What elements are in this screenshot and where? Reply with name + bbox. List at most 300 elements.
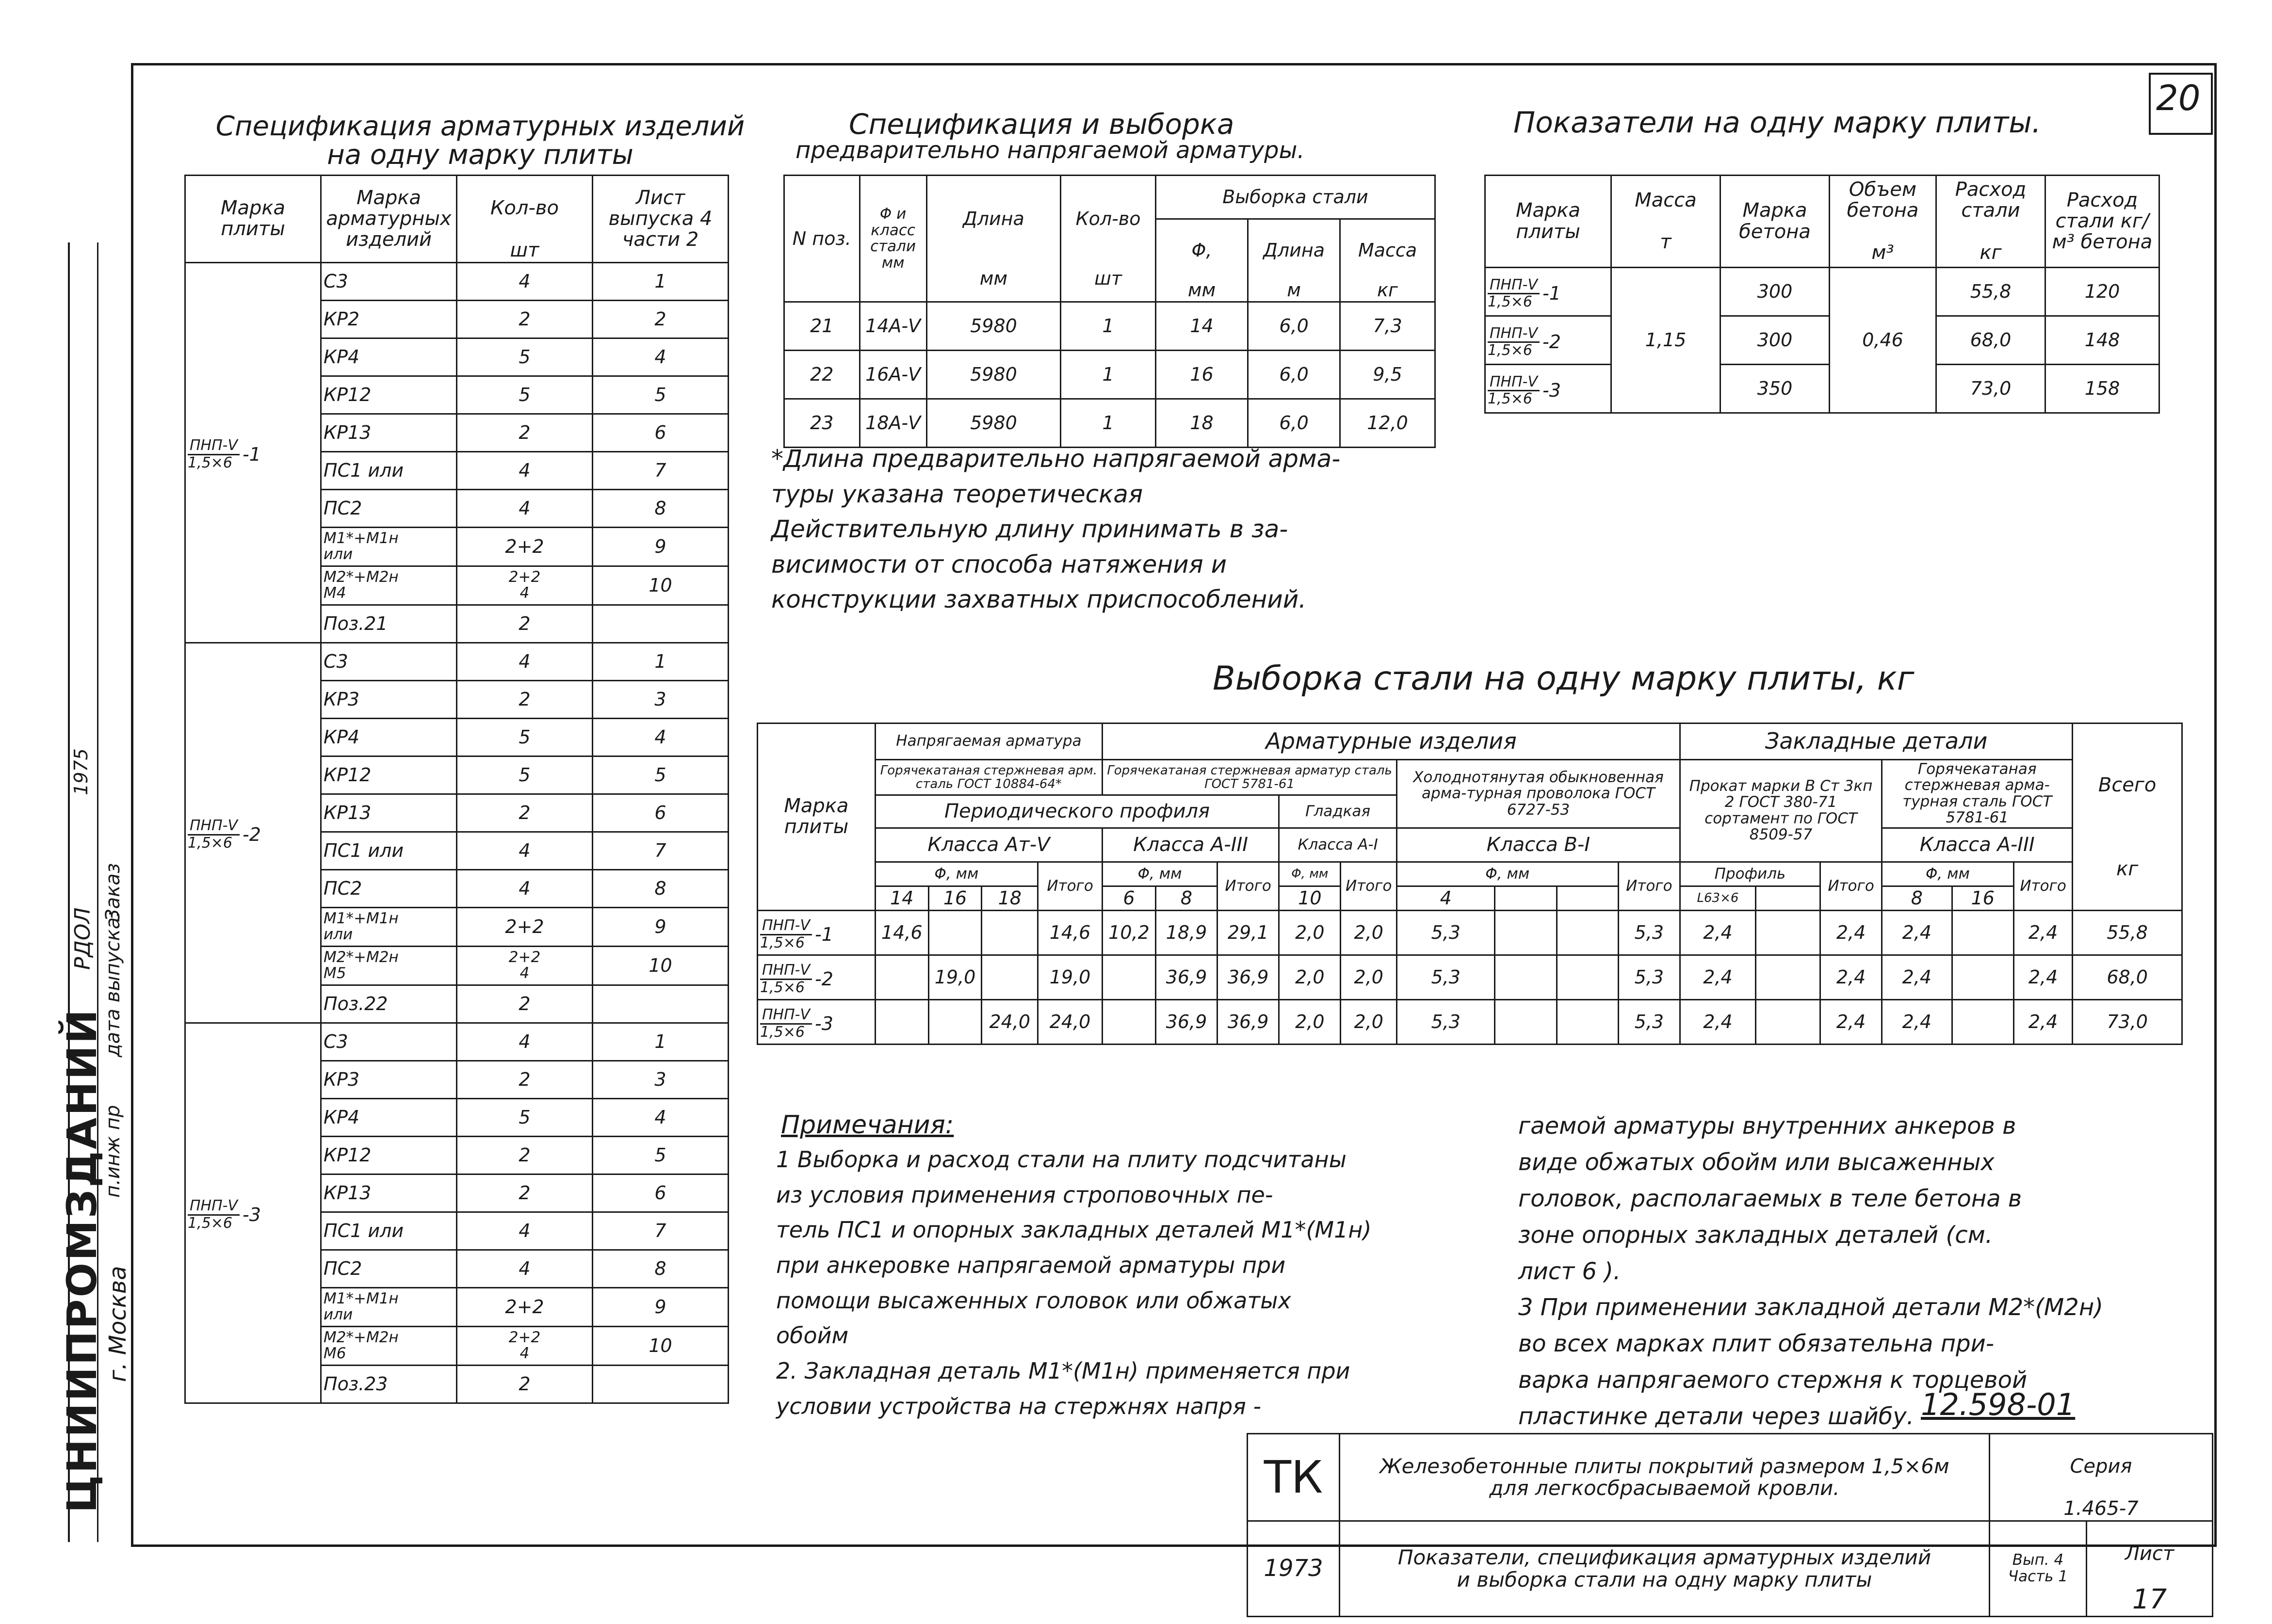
spec-pre-cell: 12,0 xyxy=(1340,399,1435,448)
plate-mark-suffix: -3 xyxy=(815,1013,833,1034)
ss-d-blank-2 xyxy=(1557,886,1618,910)
indicators-title: Показатели на одну марку плиты. xyxy=(1513,106,2041,140)
strip-year: 1975 xyxy=(70,748,92,795)
pre-col-len-unit: м xyxy=(1287,279,1301,301)
col-sheet: Лист выпуска 4 части 2 xyxy=(593,176,729,263)
spec-left-product: ПС2 xyxy=(321,1250,457,1287)
ss-cell: 24,0 xyxy=(982,999,1038,1044)
spec-left-count: 2 xyxy=(457,414,593,451)
ss-cell xyxy=(1103,999,1156,1044)
spec-pre-cell: 1 xyxy=(1061,302,1156,351)
ss-d-blank-1 xyxy=(1495,886,1557,910)
pre-col-mass xyxy=(1340,219,1435,302)
pre-col-class: Φ и класс стали мм xyxy=(860,176,926,302)
spec-left-sheet: 8 xyxy=(593,869,729,907)
plate-mark-fraction xyxy=(1488,326,1540,359)
ss-h-dia-b1: Φ, мм xyxy=(1397,862,1619,886)
ss-h-sub-a1: Итого xyxy=(1341,862,1397,910)
spec-left-sheet: 9 xyxy=(593,527,729,566)
ss-cell: 5,3 xyxy=(1618,955,1680,999)
series-label: Серия xyxy=(2070,1455,2132,1478)
ss-cell: 5,3 xyxy=(1397,910,1495,955)
spec-left-sheet: 4 xyxy=(593,1098,729,1136)
spec-left-sheet: 1 xyxy=(593,262,729,300)
ss-cell xyxy=(982,955,1038,999)
spec-left-count: 5 xyxy=(457,376,593,414)
spec-left-product: ПС2 xyxy=(321,489,457,527)
ss-h-sub-av: Итого xyxy=(1038,862,1103,910)
ss-cell: 2,4 xyxy=(1882,999,1952,1044)
pre-col-count-label: Кол-во xyxy=(1075,208,1141,229)
ind-per-m3: 148 xyxy=(2045,316,2159,365)
spec-left-product: КР13 xyxy=(321,1174,457,1212)
spec-left-product: ПС1 или xyxy=(321,1212,457,1250)
ss-h-dia-a1: Φ, мм xyxy=(1279,862,1341,886)
spec-left-sheet xyxy=(593,1365,729,1403)
spec-left-sheet: 1 xyxy=(593,1023,729,1061)
pre-col-len xyxy=(1248,219,1340,302)
ss-cell: 18,9 xyxy=(1155,910,1217,955)
ind-mark xyxy=(1485,316,1611,365)
ss-cell: 2,4 xyxy=(2013,910,2072,955)
plate-mark xyxy=(188,438,261,471)
spec-pre-cell: 23 xyxy=(784,399,860,448)
spec-left-sheet: 5 xyxy=(593,376,729,414)
plate-mark-num: ПНП-V xyxy=(760,963,812,980)
ss-cell xyxy=(1557,955,1618,999)
spec-left-product: КР3 xyxy=(321,1061,457,1098)
ind-col-label: Объем бетона xyxy=(1847,178,1919,222)
ss-cell: 19,0 xyxy=(1038,955,1103,999)
ss-cell xyxy=(1495,910,1557,955)
spec-pre-cell: 5980 xyxy=(926,302,1060,351)
ind-col-4 xyxy=(1936,176,2045,268)
spec-left-product: М1*+М1н или xyxy=(321,1287,457,1326)
spec-left-sheet: 7 xyxy=(593,832,729,869)
ss-h-prestressed-sub: Горячекатаная стержневая арм. сталь ГОСТ 10884-64* xyxy=(875,760,1102,795)
plate-mark-fraction xyxy=(1488,277,1540,310)
notes-right: гаемой арматуры внутренних анкеров в виде обжатых обойм или высаженных головок, располагаемых в теле бетона в зоне опорных закладных деталей (см. лист 6 ). 3 При применении закладной детали М2*(М2н) во всех марках плит обязательна при- варка напрягаемого стержня к торцевой пластинке детали через шайбу. xyxy=(1518,1112,2103,1430)
ss-cell: 2,4 xyxy=(1820,910,1882,955)
spec-left-count: 2 xyxy=(457,985,593,1023)
spec-left-count: 4 xyxy=(457,1023,593,1061)
title-block xyxy=(1247,1433,2213,1617)
spec-left-count: 4 xyxy=(457,451,593,489)
ss-cell: 73,0 xyxy=(2073,999,2182,1044)
ss-h-periodic: Периодического профиля xyxy=(875,795,1279,828)
ss-cell: 29,1 xyxy=(1217,910,1279,955)
strip-label-engineer: п.инж пр xyxy=(102,1105,124,1198)
spec-pre-title-1: Спецификация и выборка xyxy=(849,108,1234,141)
ss-cell: 2,0 xyxy=(1279,910,1341,955)
ind-col-label: Марка бетона xyxy=(1739,199,1811,243)
spec-left-product: Поз.21 xyxy=(321,605,457,643)
spec-pre-cell: 5980 xyxy=(926,351,1060,399)
spec-left-product: М1*+М1н или xyxy=(321,907,457,946)
pre-col-mass-label: Масса xyxy=(1358,240,1417,261)
ss-cell xyxy=(1557,999,1618,1044)
spec-left-product: М2*+М2н М6 xyxy=(321,1326,457,1365)
ind-col-unit: т xyxy=(1660,231,1672,254)
ss-cell: 2,4 xyxy=(1680,910,1755,955)
ind-concrete: 300 xyxy=(1720,316,1830,365)
plate-mark-den: 1,5×6 xyxy=(1488,293,1532,310)
spec-left-product: Поз.22 xyxy=(321,985,457,1023)
spec-left-count: 5 xyxy=(457,718,593,756)
plate-mark-den: 1,5×6 xyxy=(760,934,805,951)
spec-left-sheet: 7 xyxy=(593,451,729,489)
spec-pre-cell: 14 xyxy=(1155,302,1248,351)
spec-left-count: 2+2 4 xyxy=(457,946,593,985)
pre-col-dia-unit: мм xyxy=(1187,279,1216,301)
ss-h-cold-drawn: Холоднотянутая обыкновенная арма-турная проволока ГОСТ 6727-53 xyxy=(1397,760,1680,828)
pre-col-dia xyxy=(1155,219,1248,302)
spec-left-sheet: 8 xyxy=(593,489,729,527)
sheet-cell xyxy=(2087,1521,2213,1616)
ss-cell: 2,0 xyxy=(1341,955,1397,999)
ind-col-unit: кг xyxy=(1980,241,2002,264)
ss-cell: 2,0 xyxy=(1279,999,1341,1044)
plate-mark-den: 1,5×6 xyxy=(1488,342,1532,359)
spec-left-mark xyxy=(185,262,321,643)
spec-left-product: С3 xyxy=(321,1023,457,1061)
ss-h-embedded: Закладные детали xyxy=(1680,724,2072,760)
ss-cell: 5,3 xyxy=(1397,955,1495,999)
col-product: Марка арматурных изделий xyxy=(321,176,457,263)
spec-pre-footnote: *Длина предварительно напрягаемой арма- туры указана теоретическая Действительную длину принимать в за- висимости от способа натяжения и конструкции захватных приспособлений. xyxy=(771,445,1341,613)
spec-left-sheet: 7 xyxy=(593,1212,729,1250)
title-line-2: Показатели, спецификация арматурных изделий и выборка стали на одну марку плиты xyxy=(1340,1521,1990,1616)
spec-left-product: ПС1 или xyxy=(321,832,457,869)
spec-left-count: 4 xyxy=(457,489,593,527)
spec-left-count: 4 xyxy=(457,1250,593,1287)
plate-mark-suffix: -2 xyxy=(243,823,261,845)
spec-left-sheet xyxy=(593,605,729,643)
spec-left-count: 2+2 xyxy=(457,527,593,566)
plate-mark-num: ПНП-V xyxy=(1488,374,1540,391)
ss-row xyxy=(758,999,2182,1044)
spec-left-count: 4 xyxy=(457,832,593,869)
spec-left-count: 5 xyxy=(457,1098,593,1136)
ss-cell: 36,9 xyxy=(1217,999,1279,1044)
spec-pre-cell: 16А-V xyxy=(860,351,926,399)
ss-d-6: 6 xyxy=(1103,886,1156,910)
spec-left-product: М2*+М2н М5 xyxy=(321,946,457,985)
ind-col-5 xyxy=(2045,176,2159,268)
spec-left-count: 2 xyxy=(457,1174,593,1212)
ss-mark xyxy=(758,955,876,999)
spec-left-title: Спецификация арматурных изделий на одну марку плиты xyxy=(215,111,745,171)
pre-col-count-unit: шт xyxy=(1094,267,1122,289)
spec-left-count: 2 xyxy=(457,605,593,643)
spec-left-product: КР2 xyxy=(321,300,457,338)
plate-mark xyxy=(760,1007,833,1040)
spec-pre-table xyxy=(783,175,1436,448)
ind-concrete: 350 xyxy=(1720,365,1830,413)
ss-cell xyxy=(875,955,928,999)
spec-left-count: 2+2 xyxy=(457,1287,593,1326)
spec-pre-cell: 6,0 xyxy=(1248,351,1340,399)
spec-left-sheet: 6 xyxy=(593,414,729,451)
spec-left-product: С3 xyxy=(321,262,457,300)
ss-cell: 24,0 xyxy=(1038,999,1103,1044)
ss-cell: 5,3 xyxy=(1397,999,1495,1044)
ss-cell: 2,4 xyxy=(2013,999,2072,1044)
col-mark: Марка плиты xyxy=(185,176,321,263)
plate-mark xyxy=(188,1198,261,1231)
spec-left-product: КР4 xyxy=(321,1098,457,1136)
spec-left-product: Поз.23 xyxy=(321,1365,457,1403)
ss-col-total-label: Всего xyxy=(2098,774,2157,797)
ind-row xyxy=(1485,316,2159,365)
spec-left-sheet: 9 xyxy=(593,907,729,946)
ss-d-blank-3 xyxy=(1756,886,1820,910)
ind-row xyxy=(1485,365,2159,413)
spec-pre-cell: 9,5 xyxy=(1340,351,1435,399)
spec-left-sheet: 3 xyxy=(593,680,729,718)
spec-pre-cell: 18А-V xyxy=(860,399,926,448)
pre-col-length-label: Длина xyxy=(963,208,1024,229)
sheet-value: 17 xyxy=(2132,1584,2167,1616)
ss-cell: 36,9 xyxy=(1217,955,1279,999)
plate-mark-num: ПНП-V xyxy=(760,918,812,935)
ind-concrete: 300 xyxy=(1720,268,1830,316)
plate-mark-num: ПНП-V xyxy=(1488,326,1540,343)
ss-cell xyxy=(1103,955,1156,999)
ind-volume: 0,46 xyxy=(1830,268,1936,413)
ss-cell xyxy=(928,910,982,955)
org-name: ЦНИИПРОМЗДАНИЙ xyxy=(58,1007,106,1513)
ss-cell: 2,4 xyxy=(1882,955,1952,999)
ss-cell: 5,3 xyxy=(1618,910,1680,955)
strip-label-order: Заказ xyxy=(102,863,124,921)
ss-row xyxy=(758,955,2182,999)
plate-mark-den: 1,5×6 xyxy=(188,454,232,471)
spec-left-product: КР13 xyxy=(321,414,457,451)
spec-pre-cell: 14А-V xyxy=(860,302,926,351)
ind-per-m3: 158 xyxy=(2045,365,2159,413)
pre-col-dia-label: Φ, xyxy=(1191,240,1212,261)
plate-mark-den: 1,5×6 xyxy=(188,1214,232,1232)
ss-d-8e: 8 xyxy=(1882,886,1952,910)
spec-pre-cell: 5980 xyxy=(926,399,1060,448)
plate-mark-fraction xyxy=(760,1007,812,1040)
plate-mark xyxy=(760,963,833,996)
ss-cell: 2,4 xyxy=(2013,955,2072,999)
spec-left-sheet: 4 xyxy=(593,338,729,376)
spec-left-product: М2*+М2н М4 xyxy=(321,566,457,605)
plate-mark-suffix: -2 xyxy=(815,968,833,990)
sheet-number: 20 xyxy=(2156,78,2201,118)
pre-col-length-unit: мм xyxy=(979,267,1008,289)
ss-cell xyxy=(1756,999,1820,1044)
ss-cell xyxy=(1756,910,1820,955)
sheet-label: Лист xyxy=(2125,1542,2175,1565)
spec-left-product: ПС2 xyxy=(321,869,457,907)
spec-left-count: 4 xyxy=(457,643,593,680)
ind-col-1 xyxy=(1611,176,1720,268)
spec-left-count: 2 xyxy=(457,1136,593,1174)
ss-cell: 2,0 xyxy=(1341,910,1397,955)
plate-mark-den: 1,5×6 xyxy=(1488,390,1532,407)
ss-h-smooth: Гладкая xyxy=(1279,795,1397,828)
ss-cell xyxy=(1495,999,1557,1044)
ind-col-label: Марка плиты xyxy=(1515,199,1581,243)
spec-left-table xyxy=(184,175,729,1404)
steel-select-title: Выборка стали на одну марку плиты, кг xyxy=(1213,659,1915,698)
spec-left-product: М1*+М1н или xyxy=(321,527,457,566)
spec-pre-row xyxy=(784,351,1435,399)
plate-mark xyxy=(1488,374,1561,407)
ss-cell xyxy=(875,999,928,1044)
spec-left-sheet: 10 xyxy=(593,566,729,605)
ind-col-label: Масса xyxy=(1635,189,1697,211)
title-line-1: Железобетонные плиты покрытий размером 1,5×6м для легкосбрасываемой кровли. xyxy=(1340,1434,1990,1521)
ind-col-3 xyxy=(1830,176,1936,268)
ss-d-18: 18 xyxy=(982,886,1038,910)
doc-code: 12.598-01 xyxy=(1921,1387,2076,1422)
spec-left-sheet: 2 xyxy=(593,300,729,338)
plate-mark-fraction xyxy=(188,438,240,471)
ss-cell xyxy=(982,910,1038,955)
spec-pre-cell: 16 xyxy=(1155,351,1248,399)
ss-cell: 2,4 xyxy=(1680,955,1755,999)
spec-pre-cell: 21 xyxy=(784,302,860,351)
ind-steel: 68,0 xyxy=(1936,316,2045,365)
ss-cell xyxy=(1557,910,1618,955)
ss-h-sub-emb: Итого xyxy=(2013,862,2072,910)
spec-left-product: С3 xyxy=(321,643,457,680)
ss-cell: 36,9 xyxy=(1155,955,1217,999)
ss-mark xyxy=(758,910,876,955)
ss-cell: 2,4 xyxy=(1680,999,1755,1044)
spec-left-sheet: 10 xyxy=(593,946,729,985)
ss-h-dia-a3: Φ, мм xyxy=(1103,862,1217,886)
issue-cell: Вып. 4 Часть 1 xyxy=(1990,1521,2087,1616)
spec-left-product: КР12 xyxy=(321,756,457,794)
ss-h-hot-rolled-emb: Горячекатаная стержневая арма-турная сталь ГОСТ 5781-61 xyxy=(1882,760,2073,828)
ss-cell xyxy=(1952,955,2013,999)
plate-mark-den: 1,5×6 xyxy=(760,979,805,996)
plate-mark-num: ПНП-V xyxy=(1488,277,1540,294)
col-count-unit: шт xyxy=(510,239,539,261)
ss-d-16e: 16 xyxy=(1952,886,2013,910)
ss-cell xyxy=(1952,910,2013,955)
ss-cell: 68,0 xyxy=(2073,955,2182,999)
ss-col-mark: Марка плиты xyxy=(758,724,876,911)
ss-cell: 2,0 xyxy=(1279,955,1341,999)
ss-col-total xyxy=(2073,724,2182,911)
indicators-table xyxy=(1484,175,2160,414)
ss-h-sub-a3: Итого xyxy=(1217,862,1279,910)
spec-left-product: ПС1 или xyxy=(321,451,457,489)
ss-h-sub-b1: Итого xyxy=(1618,862,1680,910)
plate-mark-num: ПНП-V xyxy=(188,438,240,455)
spec-left-row xyxy=(185,643,729,680)
ss-profile-size: L63×6 xyxy=(1680,886,1755,910)
spec-left-product: КР4 xyxy=(321,338,457,376)
ss-d-14: 14 xyxy=(875,886,928,910)
ss-h-dia-av: Φ, мм xyxy=(875,862,1038,886)
spec-left-sheet: 1 xyxy=(593,643,729,680)
plate-mark-fraction xyxy=(188,1198,240,1231)
notes-left: 1 Выборка и расход стали на плиту подсчитаны из условия применения строповочных пе- тель ПС1 и опорных закладных деталей М1*(М1н) при анкеровке напрягаемой арматуры при помощи высаженных головок или обжатых обойм 2. Закладная деталь М1*(М1н) применяется при условии устройства на стержнях напря - xyxy=(776,1146,1372,1419)
spec-left-count: 2 xyxy=(457,794,593,832)
spec-pre-cell: 22 xyxy=(784,351,860,399)
ss-cell: 14,6 xyxy=(875,910,928,955)
ss-d-4: 4 xyxy=(1397,886,1495,910)
series-value: 1.465-7 xyxy=(2063,1497,2139,1520)
ss-cell: 10,2 xyxy=(1103,910,1156,955)
tk-mark: ТК xyxy=(1248,1434,1340,1521)
ss-h-prestressed: Напрягаемая арматура xyxy=(875,724,1102,760)
spec-left-count: 2+2 4 xyxy=(457,566,593,605)
pre-col-pos: N поз. xyxy=(784,176,860,302)
spec-left-count: 2 xyxy=(457,1365,593,1403)
ss-mark xyxy=(758,999,876,1044)
ind-row xyxy=(1485,268,2159,316)
ss-h-rolled: Прокат марки В Ст 3кп 2 ГОСТ 380-71 сортамент по ГОСТ 8509-57 xyxy=(1680,760,1882,862)
plate-mark-den: 1,5×6 xyxy=(188,834,232,852)
spec-left-sheet: 4 xyxy=(593,718,729,756)
spec-left-sheet: 9 xyxy=(593,1287,729,1326)
plate-mark-fraction xyxy=(188,818,240,851)
strip-signature: РДОЛ xyxy=(70,907,95,970)
col-count-label: Кол-во xyxy=(490,197,559,220)
ss-cell: 2,4 xyxy=(1820,999,1882,1044)
spec-left-sheet: 5 xyxy=(593,1136,729,1174)
ind-col-2 xyxy=(1720,176,1830,268)
spec-left-product: КР4 xyxy=(321,718,457,756)
ind-col-0 xyxy=(1485,176,1611,268)
spec-pre-row xyxy=(784,399,1435,448)
col-count xyxy=(457,176,593,263)
steel-select-table xyxy=(757,723,2183,1045)
ind-col-unit: м³ xyxy=(1871,241,1894,264)
spec-pre-cell: 18 xyxy=(1155,399,1248,448)
ss-cell: 55,8 xyxy=(2073,910,2182,955)
spec-left-sheet: 5 xyxy=(593,756,729,794)
ss-h-class-a3: Класса А-III xyxy=(1103,828,1279,862)
ss-h-hot-rolled: Горячекатаная стержневая арматур сталь ГОСТ 5781-61 xyxy=(1103,760,1397,795)
ss-cell: 36,9 xyxy=(1155,999,1217,1044)
pre-col-count xyxy=(1061,176,1156,302)
spec-pre-title-2: предварительно напрягаемой арматуры. xyxy=(795,137,1305,164)
ind-col-label: Расход стали xyxy=(1955,178,2027,222)
spec-pre-row xyxy=(784,302,1435,351)
plate-mark xyxy=(760,918,833,951)
ind-steel: 73,0 xyxy=(1936,365,2045,413)
plate-mark-num: ПНП-V xyxy=(188,818,240,835)
spec-pre-cell: 6,0 xyxy=(1248,399,1340,448)
ss-h-class-a3-emb: Класса А-III xyxy=(1882,828,2073,862)
spec-pre-cell: 1 xyxy=(1061,351,1156,399)
plate-mark-suffix: -1 xyxy=(815,923,833,945)
ss-cell: 5,3 xyxy=(1618,999,1680,1044)
plate-mark-suffix: -1 xyxy=(1542,282,1561,304)
org-city: г. Москва xyxy=(104,1266,131,1382)
plate-mark-suffix: -1 xyxy=(243,443,261,465)
ind-steel: 55,8 xyxy=(1936,268,2045,316)
ss-h-dia-emb: Φ, мм xyxy=(1882,862,2014,886)
ss-cell: 14,6 xyxy=(1038,910,1103,955)
spec-left-row xyxy=(185,1023,729,1061)
ind-mass: 1,15 xyxy=(1611,268,1720,413)
plate-mark-den: 1,5×6 xyxy=(760,1023,805,1041)
spec-left-count: 2 xyxy=(457,1061,593,1098)
pre-col-selection: Выборка стали xyxy=(1155,176,1435,219)
spec-left-product: КР13 xyxy=(321,794,457,832)
